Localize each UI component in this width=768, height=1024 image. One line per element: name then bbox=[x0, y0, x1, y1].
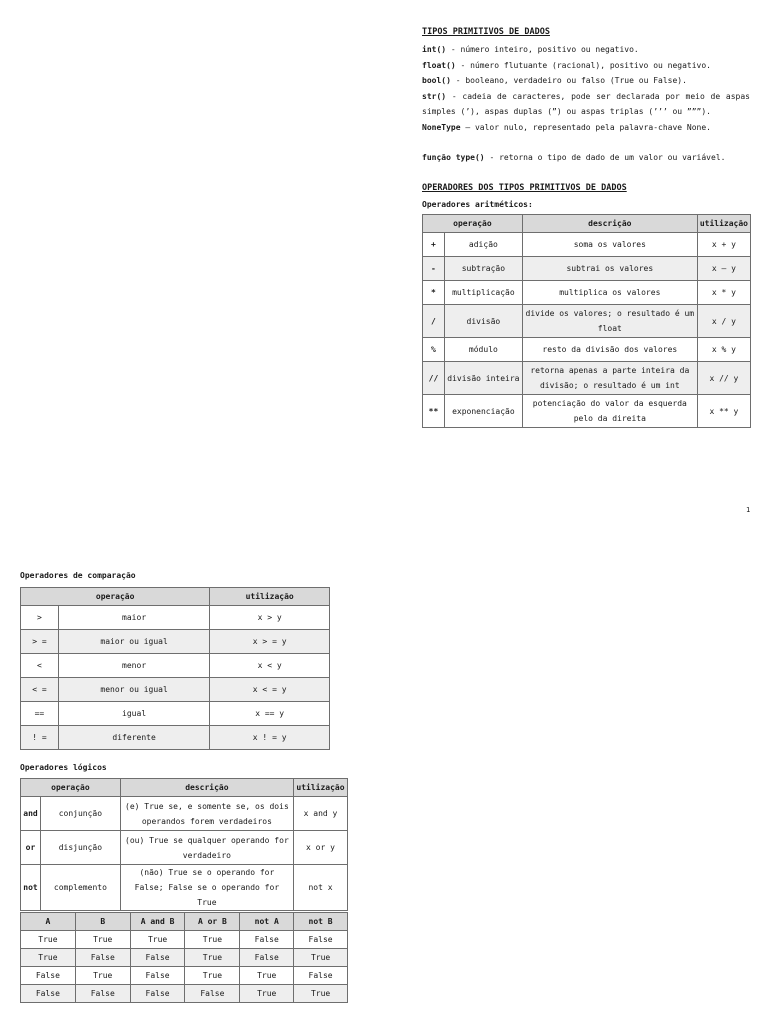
truth-cell: True bbox=[130, 931, 185, 949]
type-name: float() bbox=[422, 60, 456, 70]
type-function-desc: - retorna o tipo de dado de um valor ou variável. bbox=[484, 153, 726, 162]
truth-table bbox=[20, 912, 348, 1003]
truth-cell: False bbox=[75, 985, 130, 1003]
table-row bbox=[423, 281, 751, 305]
logic-title: Operadores lógicos bbox=[20, 763, 107, 772]
operator-usage: x or y bbox=[293, 831, 347, 865]
table-header-row bbox=[21, 913, 348, 931]
truth-cell: True bbox=[185, 949, 240, 967]
operator-description: multiplica os valores bbox=[522, 281, 697, 305]
operator-symbol: and bbox=[21, 797, 41, 831]
truth-cell: True bbox=[240, 985, 294, 1003]
type-name: int() bbox=[422, 45, 447, 54]
truth-cell: False bbox=[21, 985, 76, 1003]
col-header-operation: operação bbox=[423, 215, 523, 233]
operator-usage: not x bbox=[293, 865, 347, 911]
operator-symbol: ** bbox=[423, 395, 445, 428]
table-row bbox=[21, 797, 348, 831]
operator-usage: x == y bbox=[210, 702, 330, 726]
table-header-row bbox=[423, 215, 751, 233]
operator-name: menor bbox=[58, 654, 209, 678]
truth-cell: False bbox=[185, 985, 240, 1003]
operator-usage: x // y bbox=[697, 362, 750, 395]
table-row bbox=[423, 305, 751, 338]
operator-usage: x < y bbox=[210, 654, 330, 678]
truth-cell: False bbox=[75, 949, 130, 967]
operator-symbol: not bbox=[21, 865, 41, 911]
col-header-usage: utilização bbox=[210, 588, 330, 606]
type-desc: - cadeia de caracteres, pode ser declarada por meio de aspas simples (’), aspas duplas (”) ou aspas triplas (’’’ ou ”””). bbox=[422, 91, 750, 116]
operator-description: potenciação do valor da esquerda pelo da direita bbox=[522, 395, 697, 428]
table-row bbox=[21, 831, 348, 865]
operator-usage: x * y bbox=[697, 281, 750, 305]
types-list bbox=[422, 42, 750, 135]
type-desc: – valor nulo, representado pela palavra-chave None. bbox=[460, 122, 711, 132]
operator-name: maior ou igual bbox=[58, 630, 209, 654]
table-row bbox=[21, 630, 330, 654]
operator-description: resto da divisão dos valores bbox=[522, 338, 697, 362]
operator-name: diferente bbox=[58, 726, 209, 750]
operator-symbol: + bbox=[423, 233, 445, 257]
operator-description: (e) True se, e somente se, os dois operandos forem verdadeiros bbox=[120, 797, 293, 831]
operator-usage: x ** y bbox=[697, 395, 750, 428]
arithmetic-subtitle: Operadores aritméticos: bbox=[422, 200, 533, 209]
col-header: B bbox=[75, 913, 130, 931]
operator-symbol: ! = bbox=[21, 726, 59, 750]
truth-cell: False bbox=[21, 967, 76, 985]
truth-cell: True bbox=[294, 985, 348, 1003]
operator-description: subtrai os valores bbox=[522, 257, 697, 281]
col-header: A bbox=[21, 913, 76, 931]
truth-cell: True bbox=[294, 949, 348, 967]
type-name: bool() bbox=[422, 76, 451, 85]
table-row bbox=[423, 395, 751, 428]
truth-cell: False bbox=[130, 985, 185, 1003]
table-row bbox=[423, 233, 751, 257]
operator-symbol: > bbox=[21, 606, 59, 630]
operator-name: divisão inteira bbox=[444, 362, 522, 395]
truth-cell: False bbox=[130, 949, 185, 967]
truth-cell: True bbox=[21, 949, 76, 967]
type-function-line bbox=[422, 150, 750, 166]
col-header-operation: operação bbox=[21, 779, 121, 797]
truth-cell: False bbox=[294, 931, 348, 949]
operator-usage: x – y bbox=[697, 257, 750, 281]
operator-symbol: < = bbox=[21, 678, 59, 702]
operator-name: subtração bbox=[444, 257, 522, 281]
col-header: A and B bbox=[130, 913, 185, 931]
operator-usage: x % y bbox=[697, 338, 750, 362]
table-row bbox=[423, 362, 751, 395]
operator-name: menor ou igual bbox=[58, 678, 209, 702]
table-header-row bbox=[21, 588, 330, 606]
operator-symbol: - bbox=[423, 257, 445, 281]
type-item bbox=[422, 73, 750, 89]
operator-name: conjunção bbox=[40, 797, 120, 831]
operator-symbol: * bbox=[423, 281, 445, 305]
col-header: not A bbox=[240, 913, 294, 931]
truth-cell: False bbox=[240, 949, 294, 967]
type-item bbox=[422, 42, 750, 58]
operator-symbol: < bbox=[21, 654, 59, 678]
table-row bbox=[21, 702, 330, 726]
table-row bbox=[21, 654, 330, 678]
table-row bbox=[423, 338, 751, 362]
operator-usage: x > y bbox=[210, 606, 330, 630]
truth-cell: True bbox=[75, 967, 130, 985]
truth-cell: True bbox=[185, 967, 240, 985]
arithmetic-table bbox=[422, 214, 751, 428]
truth-cell: False bbox=[294, 967, 348, 985]
operator-symbol: > = bbox=[21, 630, 59, 654]
type-desc: - número flutuante (racional), positivo ou negativo. bbox=[455, 60, 711, 70]
operator-description: (ou) True se qualquer operando for verdadeiro bbox=[120, 831, 293, 865]
operator-description: soma os valores bbox=[522, 233, 697, 257]
table-row bbox=[21, 967, 348, 985]
operator-name: módulo bbox=[444, 338, 522, 362]
table-row bbox=[21, 931, 348, 949]
operator-symbol: == bbox=[21, 702, 59, 726]
operator-name: divisão bbox=[444, 305, 522, 338]
operator-description: (não) True se o operando for False; False se o operando for True bbox=[120, 865, 293, 911]
table-row bbox=[21, 985, 348, 1003]
type-name: NoneType bbox=[422, 122, 461, 132]
truth-cell: True bbox=[75, 931, 130, 949]
operator-symbol: // bbox=[423, 362, 445, 395]
operator-symbol: / bbox=[423, 305, 445, 338]
truth-cell: True bbox=[21, 931, 76, 949]
operator-usage: x / y bbox=[697, 305, 750, 338]
operator-usage: x and y bbox=[293, 797, 347, 831]
operator-name: maior bbox=[58, 606, 209, 630]
table-row bbox=[21, 726, 330, 750]
operator-usage: x > = y bbox=[210, 630, 330, 654]
operator-usage: x + y bbox=[697, 233, 750, 257]
operator-usage: x ! = y bbox=[210, 726, 330, 750]
operator-name: multiplicação bbox=[444, 281, 522, 305]
type-item bbox=[422, 89, 750, 120]
operator-name: igual bbox=[58, 702, 209, 726]
operator-usage: x < = y bbox=[210, 678, 330, 702]
section-title-operators: OPERADORES DOS TIPOS PRIMITIVOS DE DADOS bbox=[422, 183, 627, 193]
operator-description: divide os valores; o resultado é um float bbox=[522, 305, 697, 338]
col-header: not B bbox=[294, 913, 348, 931]
truth-cell: False bbox=[240, 931, 294, 949]
type-item bbox=[422, 58, 750, 74]
comparison-title: Operadores de comparação bbox=[20, 571, 136, 580]
operator-symbol: % bbox=[423, 338, 445, 362]
table-row bbox=[21, 865, 348, 911]
col-header: A or B bbox=[185, 913, 240, 931]
table-row bbox=[21, 678, 330, 702]
operator-symbol: or bbox=[21, 831, 41, 865]
truth-cell: True bbox=[240, 967, 294, 985]
section-title-primitive-types: TIPOS PRIMITIVOS DE DADOS bbox=[422, 27, 550, 37]
col-header-usage: utilização bbox=[697, 215, 750, 233]
logic-table bbox=[20, 778, 348, 911]
type-desc: - booleano, verdadeiro ou falso (True ou False). bbox=[450, 76, 687, 85]
table-row bbox=[21, 949, 348, 967]
operator-description: retorna apenas a parte inteira da divisão; o resultado é um int bbox=[522, 362, 697, 395]
operator-name: complemento bbox=[40, 865, 120, 911]
table-header-row bbox=[21, 779, 348, 797]
col-header-description: descrição bbox=[120, 779, 293, 797]
table-row bbox=[21, 606, 330, 630]
table-row bbox=[423, 257, 751, 281]
comparison-table bbox=[20, 587, 330, 750]
page-number: 1 bbox=[746, 506, 751, 514]
col-header-operation: operação bbox=[21, 588, 210, 606]
col-header-usage: utilização bbox=[293, 779, 347, 797]
type-item bbox=[422, 120, 750, 136]
type-function-name: função type() bbox=[422, 153, 485, 162]
col-header-description: descrição bbox=[522, 215, 697, 233]
truth-cell: True bbox=[185, 931, 240, 949]
type-name: str() bbox=[422, 91, 447, 101]
operator-name: exponenciação bbox=[444, 395, 522, 428]
truth-cell: False bbox=[130, 967, 185, 985]
operator-name: adição bbox=[444, 233, 522, 257]
type-desc: - número inteiro, positivo ou negativo. bbox=[446, 45, 639, 54]
operator-name: disjunção bbox=[40, 831, 120, 865]
